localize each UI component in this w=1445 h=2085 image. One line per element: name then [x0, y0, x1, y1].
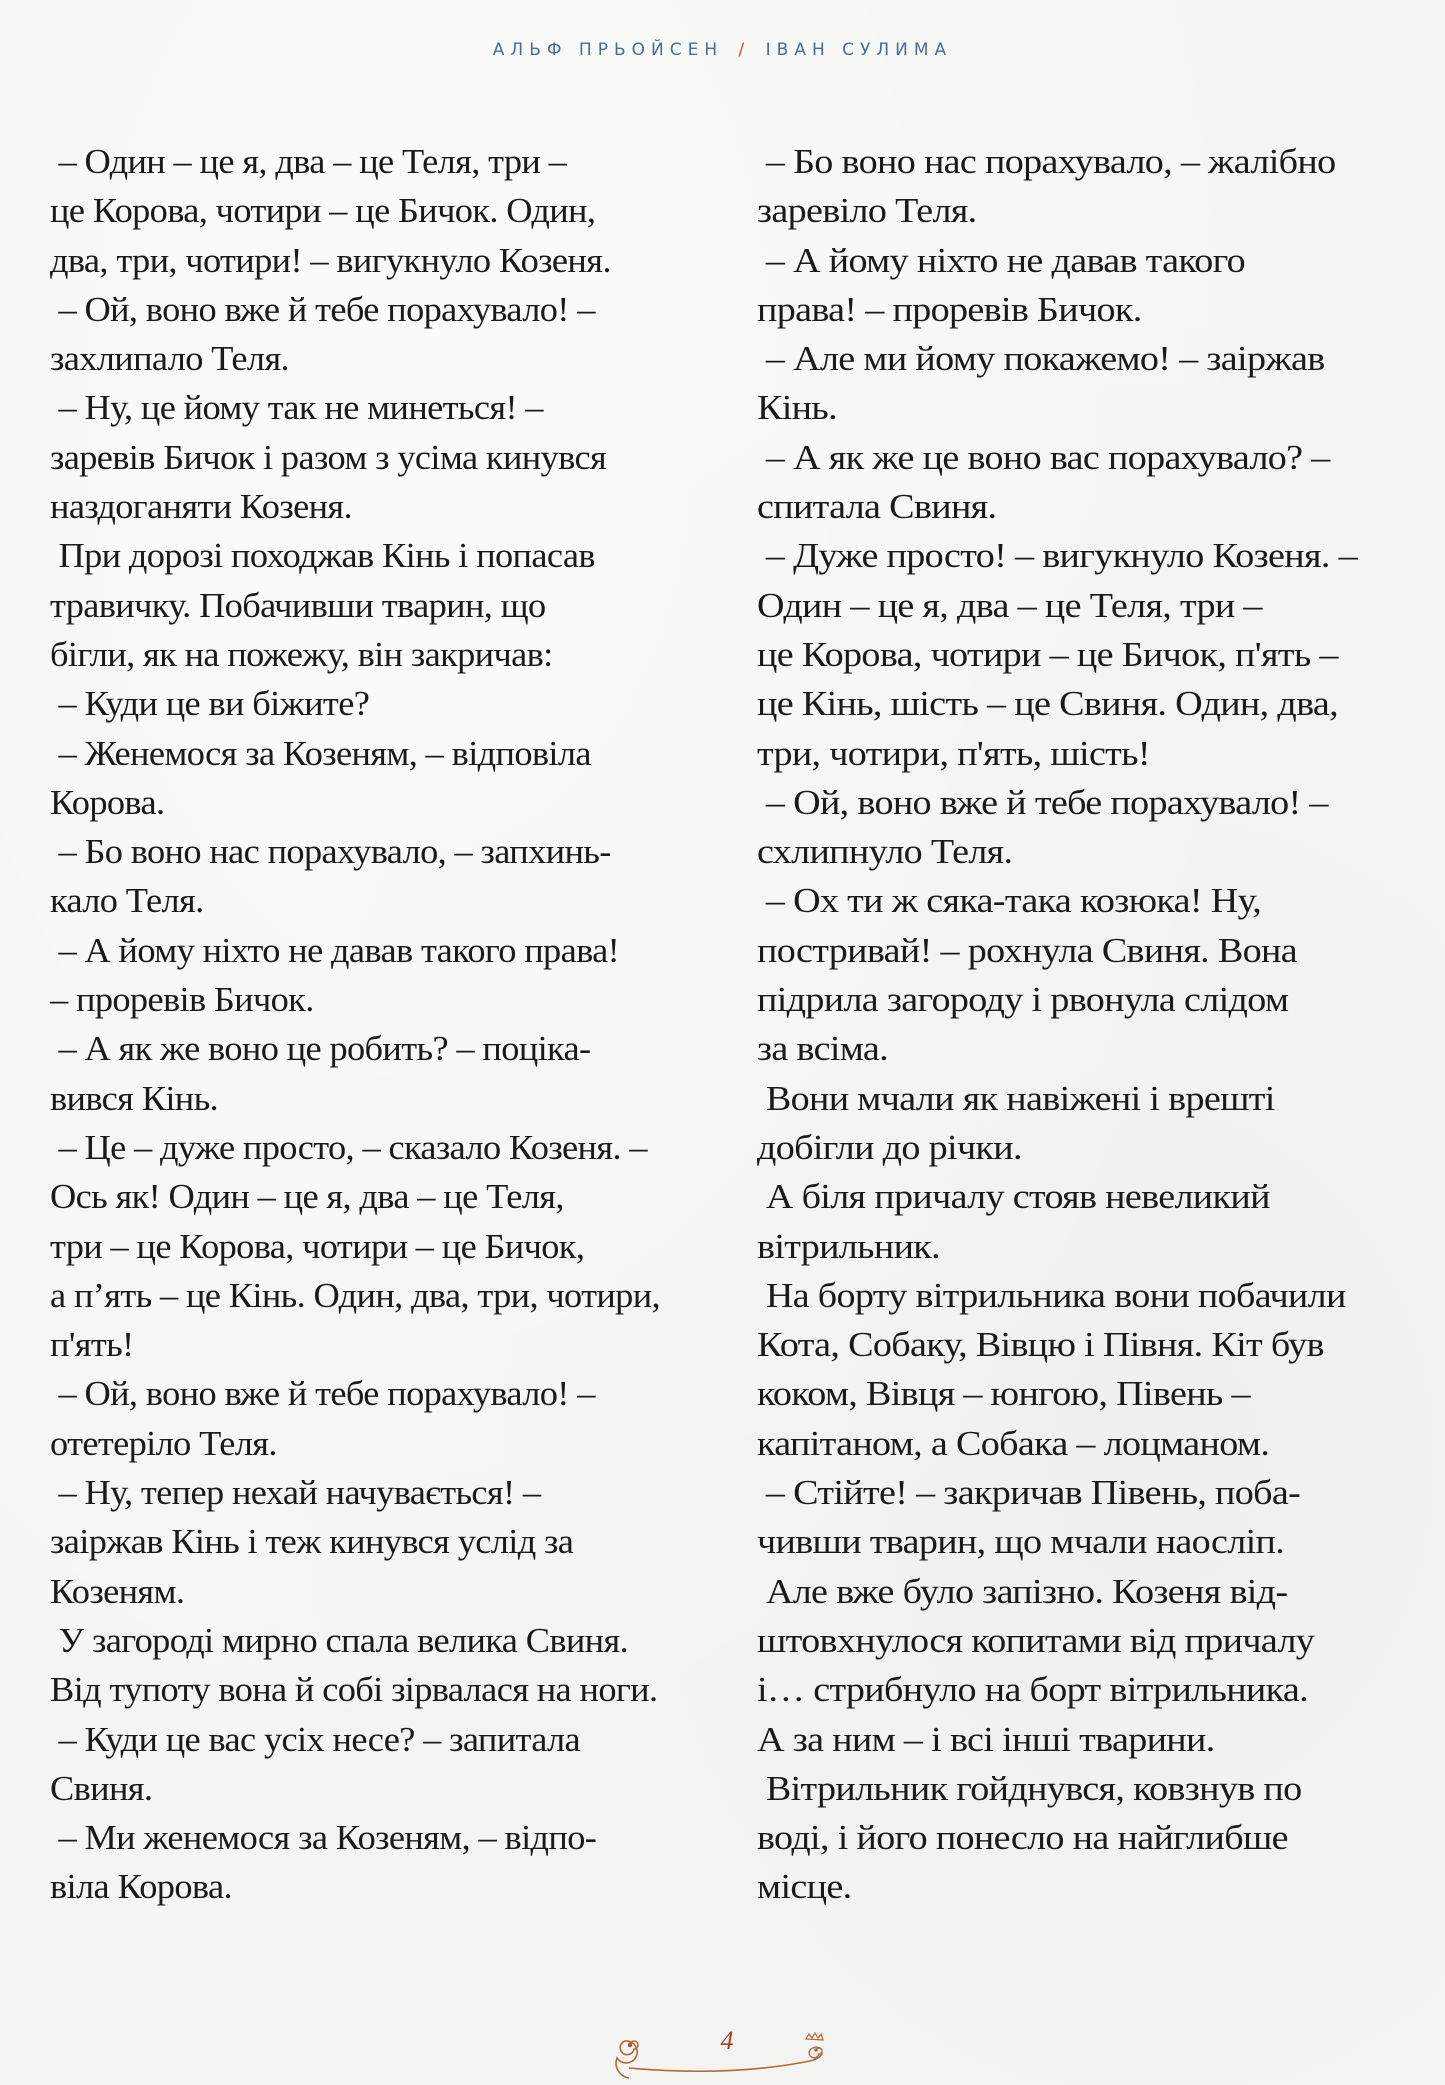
- text-line: – Це – дуже просто, – сказало Козеня. –: [50, 1128, 647, 1167]
- text-line: схлипнуло Теля.: [757, 833, 1013, 872]
- text-line: чивши тварин, що мчали наосліп.: [757, 1523, 1285, 1562]
- text-line: – Бо воно нас порахувало, – жалібно: [757, 143, 1336, 181]
- text-line: права! – проревів Бичок.: [757, 290, 1142, 329]
- text-line: А за ним – і всі інші тварини.: [757, 1720, 1215, 1759]
- text-line: заревів Бичок і разом з усіма кинувся: [50, 438, 607, 477]
- text-line: добігли до річки.: [757, 1128, 1022, 1167]
- text-line: два, три, чотири! – вигукнуло Козеня.: [50, 241, 611, 280]
- translator-name: ІВАН СУЛИМА: [765, 40, 953, 60]
- text-line: У загороді мирно спала велика Свиня.: [50, 1621, 629, 1660]
- text-line: – проревів Бичок.: [50, 981, 314, 1020]
- text-line: – Ну, це йому так не минеться! –: [50, 389, 543, 428]
- page-number: 4: [720, 2026, 734, 2055]
- text-line: – Стійте! – закричав Півень, поба-: [757, 1474, 1301, 1513]
- text-column-right: [757, 138, 1357, 1913]
- text-line: за всіма.: [757, 1030, 889, 1069]
- text-line: – А йому ніхто не давав такого: [757, 241, 1246, 280]
- text-line: – А як же воно це робить? – поціка-: [50, 1030, 591, 1069]
- text-line: віла Корова.: [50, 1868, 232, 1907]
- text-line: – Ну, тепер нехай начувається! –: [50, 1474, 541, 1513]
- text-line: Кінь.: [757, 389, 837, 428]
- text-line: – Але ми йому покажемо! – заіржав: [757, 340, 1325, 379]
- text-line: – Дуже просто! – вигукнуло Козеня. –: [757, 537, 1357, 576]
- text-line: заіржав Кінь і теж кинувся услід за: [50, 1523, 574, 1562]
- text-line: Ось як! Один – це я, два – це Теля,: [50, 1178, 564, 1217]
- text-line: Від тупоту вона й собі зірвалася на ноги.: [50, 1671, 658, 1710]
- text-line: – Ой, воно вже й тебе порахувало! –: [757, 783, 1328, 822]
- text-line: Вони мчали як навіжені і врешті: [757, 1079, 1275, 1118]
- text-line: Вітрильник гойднувся, ковзнув по: [757, 1769, 1302, 1808]
- text-line: Корова.: [50, 783, 165, 822]
- text-line: воді, і його понесло на найглибше: [757, 1819, 1288, 1858]
- text-line: бігли, як на пожежу, він закричав:: [50, 635, 553, 674]
- text-line: три – це Корова, чотири – це Бичок,: [50, 1227, 585, 1266]
- text-line: отетеріло Теля.: [50, 1424, 277, 1463]
- text-line: При дорозі походжав Кінь і попасав: [50, 537, 595, 576]
- text-line: – Ох ти ж сяка-така козюка! Ну,: [757, 882, 1262, 921]
- text-line: – Один – це я, два – це Теля, три –: [50, 143, 567, 181]
- text-line: заревіло Теля.: [757, 192, 977, 231]
- text-line: підрила загороду і рвонула слідом: [757, 981, 1289, 1020]
- text-line: спитала Свиня.: [757, 488, 997, 527]
- header-separator: /: [738, 40, 751, 60]
- page-footer: [590, 2025, 870, 2080]
- text-line: – Ой, воно вже й тебе порахувало! –: [50, 1375, 595, 1414]
- text-column-left: [50, 138, 660, 1913]
- text-line: капітаном, а Собака – лоцманом.: [757, 1424, 1270, 1463]
- author-name: АЛЬФ ПРЬОЙСЕН: [492, 40, 724, 60]
- text-line: штовхнулося копитами від причалу: [757, 1621, 1315, 1660]
- text-line: захлипало Теля.: [50, 340, 289, 379]
- text-line: травичку. Побачивши тварин, що: [50, 586, 546, 625]
- text-line: вітрильник.: [757, 1227, 940, 1266]
- text-line: і… стрибнуло на борт вітрильника.: [757, 1671, 1309, 1710]
- text-line: – А йому ніхто не давав такого права!: [50, 931, 620, 970]
- text-line: кало Теля.: [50, 882, 204, 921]
- text-line: а п’ять – це Кінь. Один, два, три, чотири,: [50, 1276, 660, 1315]
- text-line: Кота, Собаку, Вівцю і Півня. Кіт був: [757, 1326, 1324, 1365]
- text-line: три, чотири, п'ять, шість!: [757, 734, 1150, 773]
- text-line: вився Кінь.: [50, 1079, 219, 1118]
- text-line: це Корова, чотири – це Бичок, п'ять –: [757, 635, 1338, 674]
- text-line: Козеням.: [50, 1572, 185, 1611]
- text-line: місце.: [757, 1868, 852, 1907]
- text-line: – Женемося за Козеням, – відповіла: [50, 734, 591, 773]
- text-line: п'ять!: [50, 1326, 134, 1365]
- text-line: це Корова, чотири – це Бичок. Один,: [50, 192, 596, 231]
- text-line: – Ми женемося за Козеням, – відпо-: [50, 1819, 597, 1858]
- text-line: – Куди це ви біжите?: [50, 685, 370, 724]
- text-line: наздоганяти Козеня.: [50, 488, 352, 527]
- text-line: постривай! – рохнула Свиня. Вона: [757, 931, 1297, 970]
- text-line: Один – це я, два – це Теля, три –: [757, 586, 1262, 625]
- text-line: коком, Вівця – юнгою, Півень –: [757, 1375, 1250, 1414]
- text-line: А біля причалу стояв невеликий: [757, 1178, 1270, 1217]
- text-line: На борту вітрильника вони побачили: [757, 1276, 1346, 1315]
- text-line: – Куди це вас усіх несе? – запитала: [50, 1720, 581, 1759]
- text-line: – Бо воно нас порахувало, – запхинь-: [50, 833, 611, 872]
- text-line: – А як же це воно вас порахувало? –: [757, 438, 1330, 477]
- text-line: Але вже було запізно. Козеня від-: [757, 1572, 1288, 1611]
- running-head: [0, 40, 1445, 60]
- text-line: Свиня.: [50, 1769, 153, 1808]
- text-line: – Ой, воно вже й тебе порахувало! –: [50, 290, 595, 329]
- text-line: це Кінь, шість – це Свиня. Один, два,: [757, 685, 1339, 724]
